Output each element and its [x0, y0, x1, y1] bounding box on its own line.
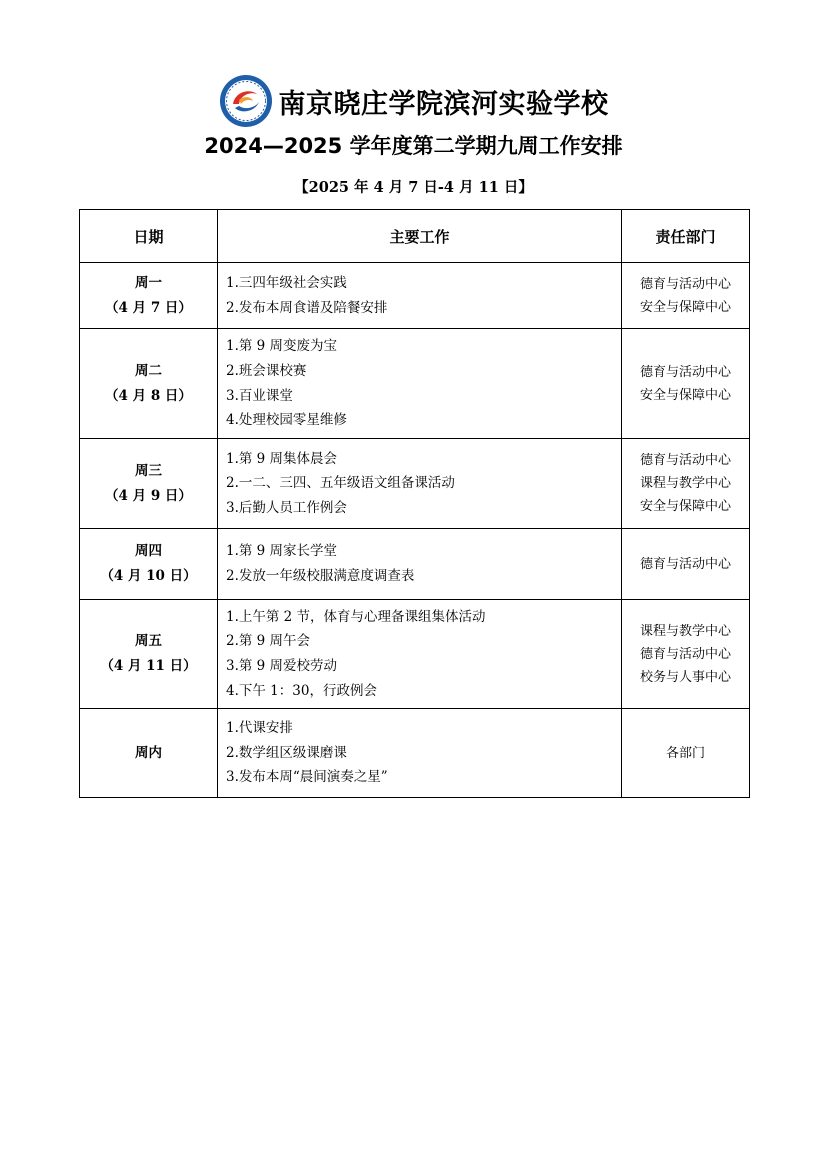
task-item: 4.处理校园零星维修 [226, 412, 347, 429]
tasks-cell [218, 709, 622, 798]
task-item: 2.发布本周食谱及陪餐安排 [226, 299, 388, 316]
day-name: 周二 [135, 362, 162, 379]
task-item: 3.发布本周“晨间演奏之星” [226, 769, 388, 786]
tasks-cell [218, 600, 622, 709]
dept-item: 德育与活动中心 [639, 453, 731, 468]
task-item: 3.后勤人员工作例会 [226, 499, 347, 516]
day-cell [80, 709, 218, 798]
table-row [80, 600, 750, 709]
dept-item: 安全与保障中心 [639, 499, 731, 514]
table-header-row [80, 210, 750, 263]
tasks-cell [218, 439, 622, 529]
task-item: 1.上午第 2 节，体育与心理备课组集体活动 [226, 608, 486, 625]
table-row [80, 329, 750, 439]
dept-cell [622, 263, 750, 329]
day-cell [80, 439, 218, 529]
dept-cell [622, 709, 750, 798]
tasks-cell [218, 263, 622, 329]
task-item: 4.下午 1：30，行政例会 [226, 682, 377, 699]
tasks-cell [218, 529, 622, 600]
day-date: （4 月 11 日） [100, 658, 197, 674]
task-item: 2.发放一年级校服满意度调查表 [226, 568, 415, 584]
page-title: 2024—2025 学年度第二学期九周工作安排 [204, 134, 623, 158]
day-date: （4 月 10 日） [100, 568, 197, 584]
school-title-line [219, 74, 609, 128]
dept-item: 德育与活动中心 [639, 646, 731, 662]
dept-item: 德育与活动中心 [639, 276, 731, 292]
schedule-table [79, 209, 750, 798]
day-date: （4 月 8 日） [105, 387, 192, 404]
page-header [0, 74, 827, 132]
day-name: 周内 [135, 744, 162, 761]
task-item: 3.百业课堂 [226, 387, 293, 404]
dept-cell [622, 600, 750, 709]
day-cell [80, 263, 218, 329]
table-row [80, 439, 750, 529]
dept-item: 安全与保障中心 [639, 387, 731, 403]
school-logo [219, 74, 273, 128]
dept-cell [622, 329, 750, 439]
dept-item: 课程与教学中心 [639, 476, 731, 491]
day-name: 周一 [135, 274, 162, 291]
day-name: 周三 [135, 462, 162, 479]
task-item: 2.一二、三四、五年级语文组备课活动 [226, 475, 455, 492]
date-range: 【2025 年 4 月 7 日-4 月 11 日】 [294, 179, 533, 196]
day-date: （4 月 9 日） [105, 487, 192, 504]
task-item: 1.三四年级社会实践 [226, 274, 347, 291]
header-work: 主要工作 [218, 210, 622, 263]
task-item: 1.第 9 周集体晨会 [226, 450, 338, 467]
header-date: 日期 [80, 210, 218, 263]
dept-item: 德育与活动中心 [639, 556, 731, 572]
table-row [80, 709, 750, 798]
dept-item: 课程与教学中心 [639, 623, 731, 639]
day-cell [80, 529, 218, 600]
task-item: 1.代课安排 [226, 720, 293, 737]
task-item: 2.班会课校赛 [226, 362, 307, 379]
dept-item: 德育与活动中心 [639, 364, 731, 380]
day-date: （4 月 7 日） [105, 299, 192, 316]
day-cell [80, 329, 218, 439]
day-cell [80, 600, 218, 709]
task-item: 1.第 9 周变废为宝 [226, 338, 338, 355]
dept-item: 各部门 [665, 745, 705, 761]
dept-cell [622, 439, 750, 529]
table-row [80, 529, 750, 600]
school-name: 南京晓庄学院滨河实验学校 [278, 88, 609, 120]
header-dept: 责任部门 [622, 210, 750, 263]
day-name: 周五 [135, 633, 162, 649]
tasks-cell [218, 329, 622, 439]
day-name: 周四 [135, 543, 162, 559]
task-item: 3.第 9 周爱校劳动 [226, 658, 338, 674]
table-row [80, 263, 750, 329]
dept-item: 安全与保障中心 [639, 299, 731, 315]
dept-item: 校务与人事中心 [639, 669, 731, 685]
dept-cell [622, 529, 750, 600]
task-item: 2.数学组区级课磨课 [226, 744, 347, 761]
task-item: 1.第 9 周家长学堂 [226, 543, 338, 560]
task-item: 2.第 9 周午会 [226, 633, 311, 650]
